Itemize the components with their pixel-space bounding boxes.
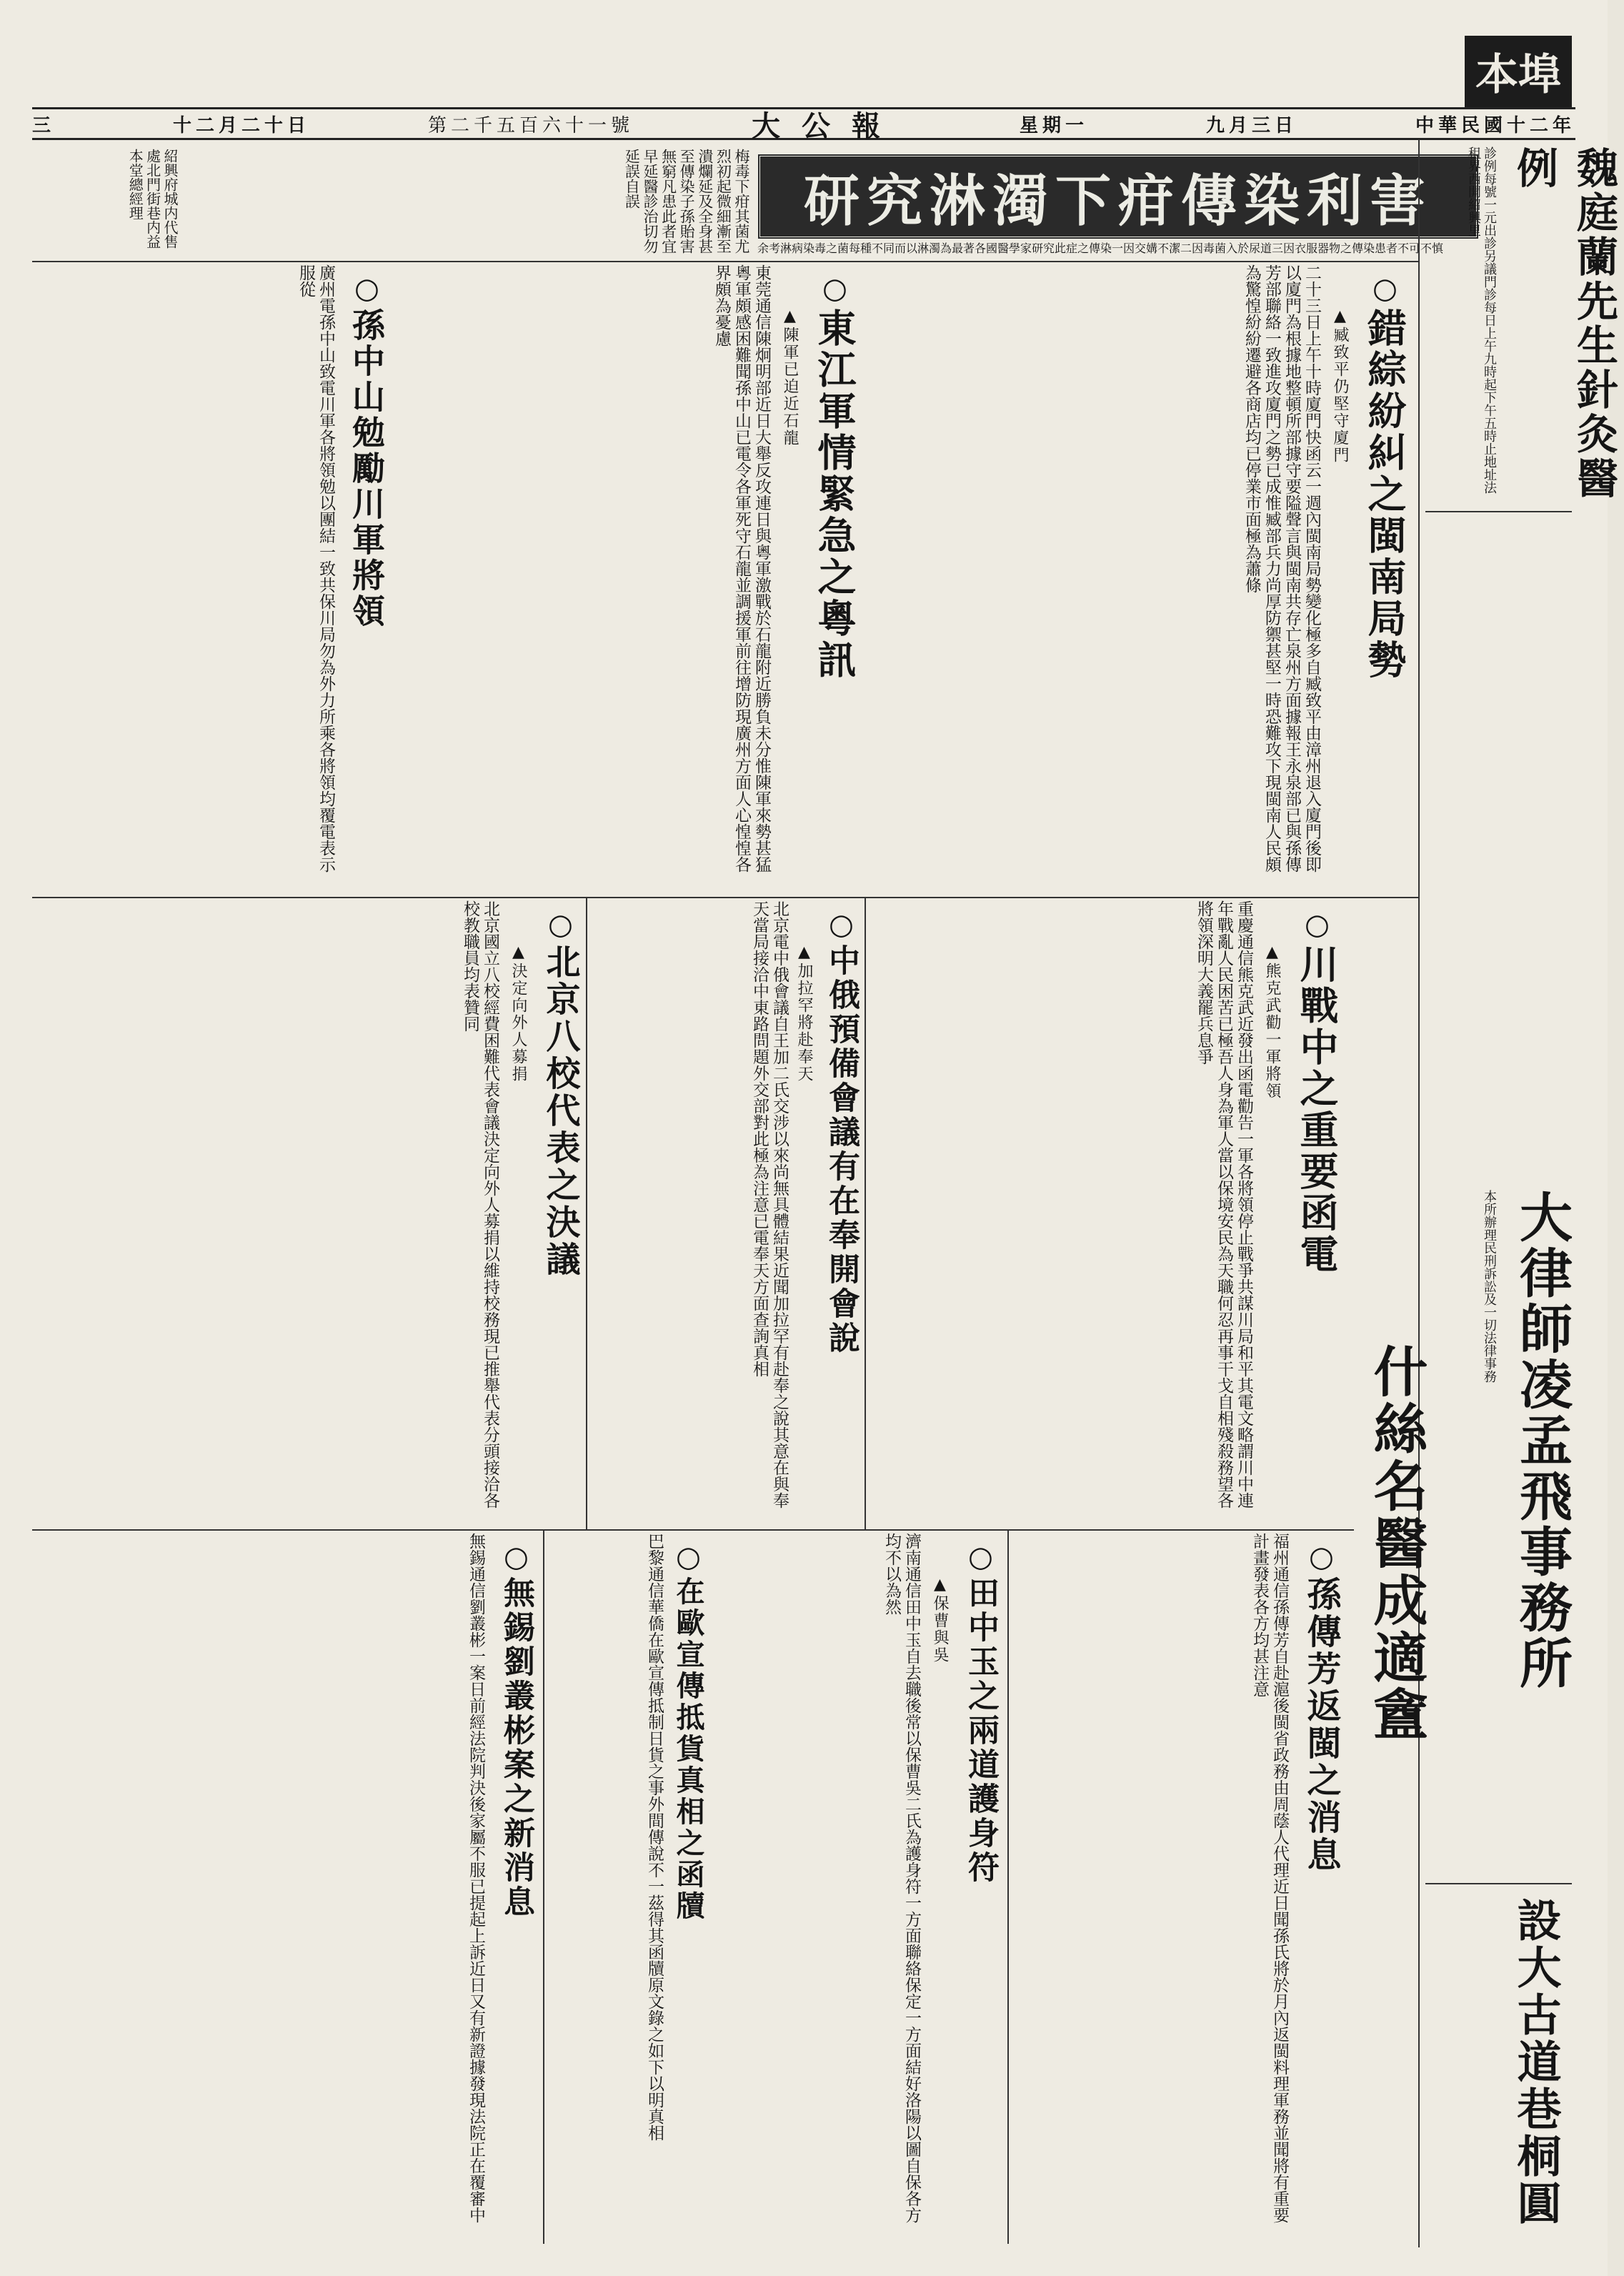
ad-law-office-title: 大律師凌孟飛事務所 (1511, 1190, 1573, 1691)
article-beijing-schools-title: ○ 北京八校代表之決議 (536, 908, 585, 1308)
ad-address-text: 設大古道巷桐圓 (1510, 1897, 1562, 2227)
article-tian-zhongyu-title: ○ 田中玉之兩道護身符 (957, 1540, 1003, 1969)
article-sun-sichuan (36, 264, 393, 893)
article-dongjiang-deck: ▲陳軍已迫近石龍 (781, 307, 799, 447)
article-minnan-title: ○ 錯綜紛糾之閩南局勢 (1358, 272, 1413, 786)
article-sino-russian (589, 900, 861, 1526)
article-sino-russian-deck: ▲加拉罕將赴奉天 (795, 943, 813, 1083)
right-date: 十二月二十日 (173, 114, 311, 136)
divider (865, 897, 866, 1529)
banner-headline: 研究淋濁下疳傳染利害 (757, 154, 1479, 239)
strip-text-b: 梅毒下疳其菌尤烈初起微細漸至潰爛延及全身甚至傳染子孫貽害無窮凡患此者宜早延醫診治切勿延誤自誤 (623, 149, 750, 254)
article-sino-russian-title: ○ 中俄預備會議有在奉開會說 (818, 908, 864, 1494)
article-sichuan-war-deck: ▲熊克武勸一軍將領 (1263, 943, 1281, 1100)
article-tian-zhongyu (714, 1533, 1004, 2240)
article-tian-zhongyu-body: 濟南通信田中玉自去職後常以保曹吳二氏為護身符一方面聯絡保定一方面結好洛陽以圖自保各方均不以為然 (882, 1533, 921, 2223)
article-dongjiang-title: ○ 東江軍情緊急之粵訊 (807, 272, 862, 772)
divider (586, 897, 587, 1529)
article-minnan-deck: ▲臧致平仍堅守廈門 (1331, 307, 1349, 464)
section-tag: 本埠 (1465, 36, 1572, 107)
divider (543, 1529, 544, 2244)
article-minnan (857, 264, 1415, 893)
divider (1007, 1529, 1009, 2244)
article-sichuan-war (868, 900, 1340, 1526)
page-number: 三 (32, 114, 56, 136)
article-sichuan-war-body: 重慶通信熊克武近發出函電勸告一軍各將領停止戰爭共謀川局和平其電文略謂川中連年戰亂人民困苦已極吾人身為軍人當以保境安民為天職何忍再事干戈自相殘殺務望各將領深明大義罷兵息爭 (1194, 900, 1253, 1509)
article-sun-sichuan-body: 廣州電孫中山致電川軍各將領勉以團結一致共保川局勿為外力所乘各將領均覆電表示服從 (296, 264, 335, 873)
article-wuxi-case-title: ○ 無錫劉叢彬案之新消息 (493, 1540, 539, 2026)
paper-name: 大公報 (752, 109, 902, 143)
ad-acupuncture-title: 魏庭蘭先生針灸醫例 (1510, 146, 1618, 501)
article-sino-russian-body: 北京電中俄會議自王加二氏交涉以來尚無具體結果近聞加拉罕有赴奉之說其意在與奉天當局接洽中東路問題外交部對此極為注意已電奉天方面查詢真相 (749, 900, 789, 1509)
ad-law-office (1425, 1183, 1572, 1884)
article-beijing-schools (36, 900, 582, 1526)
ad-acupuncture-text: 診例每號一元出診另議門診每日上午九時起下午五時止地址法租界西開紹興里 (1466, 146, 1497, 494)
article-tian-zhongyu-deck: ▲保曹與吳 (931, 1576, 949, 1664)
ad-doctor-title: 什絲名醫成適盦 (1365, 1343, 1428, 1744)
strip-text-a: 余考淋病染毒之菌每種不同而以淋濁為最著各國醫學家研究此症之傳染一因交媾不潔二因毒菌入於尿道三因衣服器物之傳染患者不可不慎 (757, 242, 1444, 255)
article-wuxi-case (36, 1533, 539, 2240)
article-sichuan-war-title: ○ 川戰中之重要函電 (1290, 908, 1345, 1408)
year-date: 中華民國十二年 (1415, 114, 1575, 136)
article-sun-chuanfang-body: 福州通信孫傳芳自赴滬後閩省政務由周蔭人代理近日聞孫氏將於月內返閩料理軍務並聞將有重要計畫發表各方均甚注意 (1250, 1533, 1289, 2223)
masthead (32, 107, 1575, 143)
ad-law-office-text: 本所辦理民刑訴訟及一切法律事務 (1482, 1190, 1497, 1383)
article-sun-sichuan-title: ○ 孫中山勉勵川軍將領 (343, 272, 390, 772)
weekday: 星期一 (1019, 114, 1088, 136)
article-beijing-schools-deck: ▲決定向外人募捐 (509, 943, 527, 1083)
divider (32, 897, 1418, 898)
divider (32, 1529, 1354, 1531)
article-beijing-schools-body: 北京國立八校經費困難代表會議決定向外人募捐以維持校務現已推舉代表分頭接洽各校教職員均表贊同 (460, 900, 499, 1509)
article-wuxi-case-body: 無錫通信劉叢彬一案日前經法院判決後家屬不服已提起上訴近日又有新證據發現法院正在覆審中 (467, 1533, 485, 2223)
article-minnan-body: 二十三日上午十時廈門快函云一週內閩南局勢變化極多自臧致平由漳州退入廈門後即以廈門為根據地整頓所部據守要隘聲言與閩南共存亡泉州方面據報王永泉部已與孫傳芳部聯絡一致進攻廈門之勢已成惟臧部兵力尚厚防禦甚堅一時恐難攻下現閩南人民頗為驚惶紛紛遷避各商店均已停業市面極為蕭條 (1242, 264, 1321, 873)
ad-acupuncture (1425, 139, 1618, 512)
article-sun-chuanfang-title: ○ 孫傳芳返閩之消息 (1297, 1540, 1346, 1969)
article-dongjiang-body: 東莞通信陳炯明部近日大舉反攻連日與粵軍激戰於石龍附近勝負未分惟陳軍來勢甚猛粵軍頗感困難聞孫中山已電令各軍死守石龍並調援軍前往增防現廣州方面人心惶惶各界頗為憂慮 (712, 264, 771, 873)
issue-number: 第二千五百六十一號 (428, 114, 634, 136)
month-day: 九月三日 (1205, 114, 1297, 136)
article-dongjiang (400, 264, 857, 893)
article-europe-boycott (547, 1533, 711, 2240)
article-europe-boycott-title: ○ 在歐宣傳抵貨真相之函牘 (668, 1540, 709, 2040)
ad-address (1425, 1883, 1572, 2247)
article-sun-chuanfang (1011, 1533, 1347, 2240)
article-europe-boycott-body: 巴黎通信華僑在歐宣傳抵制日貨之事外間傳說不一茲得其函牘原文錄之如下以明真相 (645, 1533, 664, 2141)
strip-small-text: 紹興府城内代售處北門街巷内益本堂總經理 (126, 149, 179, 249)
advertisement-column (1418, 139, 1618, 2247)
